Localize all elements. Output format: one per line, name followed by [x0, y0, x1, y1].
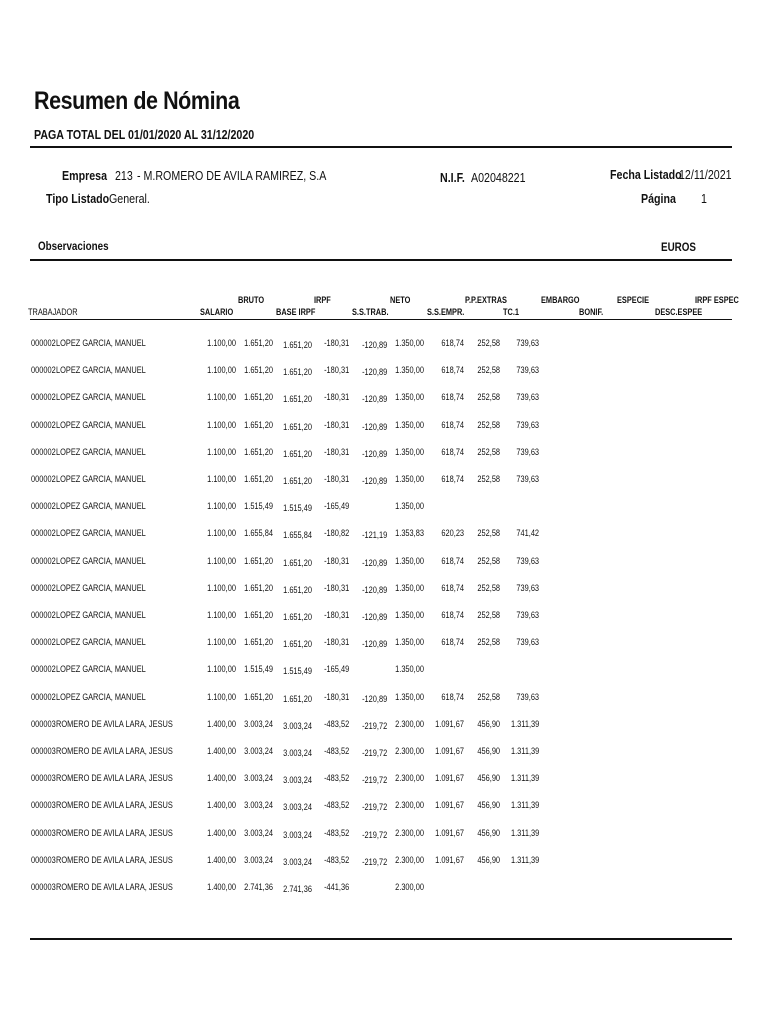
amount-cell: -120,89: [361, 340, 387, 351]
amount-cell: 1.400,00: [207, 855, 236, 866]
amount-cell: -180,31: [323, 610, 349, 621]
amount-cell: 1.311,39: [510, 719, 539, 730]
employee-name: LOPEZ GARCIA, MANUEL: [56, 365, 146, 376]
employee-code: 000003: [31, 800, 56, 811]
amount-cell: 1.100,00: [207, 501, 236, 512]
amount-cell: 2.741,36: [283, 884, 312, 895]
amount-cell: 1.651,20: [283, 694, 312, 705]
table-row: [0, 583, 768, 597]
amount-cell: 1.651,20: [244, 583, 273, 594]
amount-cell: 1.651,20: [244, 637, 273, 648]
amount-cell: -120,89: [361, 422, 387, 433]
amount-cell: 3.003,24: [283, 748, 312, 759]
amount-cell: 1.350,00: [395, 420, 424, 431]
amount-cell: 1.350,00: [395, 556, 424, 567]
amount-cell: 1.400,00: [207, 828, 236, 839]
amount-cell: 1.400,00: [207, 719, 236, 730]
amount-cell: 739,63: [516, 610, 539, 621]
amount-cell: 1.091,67: [435, 828, 464, 839]
employee-code: 000002: [31, 447, 56, 458]
amount-cell: 1.350,00: [395, 365, 424, 376]
amount-cell: -180,31: [323, 447, 349, 458]
amount-cell: 1.091,67: [435, 855, 464, 866]
employee-code: 000003: [31, 773, 56, 784]
col-desc-especie: DESC.ESPEE: [655, 307, 703, 317]
amount-cell: 2.300,00: [395, 773, 424, 784]
table-row: [0, 773, 768, 787]
amount-cell: -180,31: [323, 420, 349, 431]
amount-cell: 618,74: [441, 637, 464, 648]
amount-cell: 1.100,00: [207, 528, 236, 539]
amount-cell: 3.003,24: [244, 828, 273, 839]
employee-name: LOPEZ GARCIA, MANUEL: [56, 610, 146, 621]
amount-cell: -180,31: [323, 637, 349, 648]
amount-cell: 1.651,20: [283, 422, 312, 433]
amount-cell: 618,74: [441, 556, 464, 567]
empresa-label: Empresa: [62, 168, 108, 183]
amount-cell: -219,72: [361, 721, 387, 732]
amount-cell: 618,74: [441, 610, 464, 621]
amount-cell: 739,63: [516, 420, 539, 431]
employee-code: 000003: [31, 882, 56, 893]
col-tc1: TC.1: [503, 307, 520, 317]
amount-cell: 2.300,00: [395, 719, 424, 730]
amount-cell: 456,90: [477, 800, 500, 811]
col-ss-empr: S.S.EMPR.: [427, 307, 465, 317]
amount-cell: 1.311,39: [510, 855, 539, 866]
amount-cell: 2.300,00: [395, 746, 424, 757]
amount-cell: 1.651,20: [244, 338, 273, 349]
employee-name: LOPEZ GARCIA, MANUEL: [56, 692, 146, 703]
amount-cell: -180,31: [323, 583, 349, 594]
col-irpf-espec: IRPF ESPEC: [695, 295, 739, 305]
table-row: [0, 365, 768, 379]
amount-cell: 1.651,20: [244, 692, 273, 703]
employee-name: LOPEZ GARCIA, MANUEL: [56, 392, 146, 403]
employee-code: 000002: [31, 528, 56, 539]
currency-label: EUROS: [661, 240, 697, 254]
amount-cell: 1.400,00: [207, 773, 236, 784]
amount-cell: 1.311,39: [510, 746, 539, 757]
amount-cell: 1.515,49: [283, 666, 312, 677]
employee-name: ROMERO DE AVILA LARA, JESUS: [56, 719, 173, 730]
amount-cell: 1.655,84: [244, 528, 273, 539]
employee-name: ROMERO DE AVILA LARA, JESUS: [56, 828, 173, 839]
col-bruto: BRUTO: [238, 295, 265, 305]
amount-cell: 1.350,00: [395, 664, 424, 675]
amount-cell: 252,58: [477, 447, 500, 458]
amount-cell: -180,31: [323, 392, 349, 403]
employee-code: 000003: [31, 746, 56, 757]
amount-cell: 739,63: [516, 637, 539, 648]
employee-code: 000002: [31, 338, 56, 349]
amount-cell: 1.311,39: [510, 828, 539, 839]
col-embargo: EMBARGO: [541, 295, 580, 305]
amount-cell: 618,74: [441, 365, 464, 376]
amount-cell: 1.350,00: [395, 692, 424, 703]
employee-name: LOPEZ GARCIA, MANUEL: [56, 637, 146, 648]
col-pp-extras: P.P.EXTRAS: [465, 295, 507, 305]
amount-cell: 1.651,20: [244, 392, 273, 403]
amount-cell: -219,72: [361, 775, 387, 786]
amount-cell: 2.300,00: [395, 882, 424, 893]
amount-cell: 1.311,39: [510, 773, 539, 784]
amount-cell: 1.651,20: [283, 558, 312, 569]
employee-code: 000002: [31, 501, 56, 512]
observaciones-label: Observaciones: [38, 239, 109, 253]
amount-cell: -180,82: [323, 528, 349, 539]
employee-name: LOPEZ GARCIA, MANUEL: [56, 474, 146, 485]
col-bonif: BONIF.: [579, 307, 604, 317]
amount-cell: 1.651,20: [244, 420, 273, 431]
table-row: [0, 828, 768, 842]
page-title: Resumen de Nómina: [34, 87, 240, 115]
table-row: [0, 528, 768, 542]
amount-cell: 1.100,00: [207, 447, 236, 458]
col-ss-trab: S.S.TRAB.: [352, 307, 389, 317]
amount-cell: -120,89: [361, 585, 387, 596]
amount-cell: 1.651,20: [283, 639, 312, 650]
amount-cell: 618,74: [441, 392, 464, 403]
amount-cell: 1.350,00: [395, 583, 424, 594]
amount-cell: 618,74: [441, 583, 464, 594]
employee-code: 000002: [31, 610, 56, 621]
employee-name: LOPEZ GARCIA, MANUEL: [56, 338, 146, 349]
amount-cell: 1.655,84: [283, 530, 312, 541]
amount-cell: -180,31: [323, 474, 349, 485]
amount-cell: 3.003,24: [283, 802, 312, 813]
amount-cell: -483,52: [323, 828, 349, 839]
amount-cell: -120,89: [361, 367, 387, 378]
amount-cell: 1.651,20: [283, 585, 312, 596]
amount-cell: 3.003,24: [244, 800, 273, 811]
amount-cell: 1.100,00: [207, 610, 236, 621]
amount-cell: 1.091,67: [435, 719, 464, 730]
amount-cell: 456,90: [477, 773, 500, 784]
table-row: [0, 855, 768, 869]
table-row: [0, 556, 768, 570]
amount-cell: 1.350,00: [395, 610, 424, 621]
amount-cell: 739,63: [516, 365, 539, 376]
amount-cell: 1.350,00: [395, 392, 424, 403]
amount-cell: -120,89: [361, 639, 387, 650]
amount-cell: 3.003,24: [244, 719, 273, 730]
empresa-name: - M.ROMERO DE AVILA RAMIREZ, S.A: [137, 168, 327, 183]
amount-cell: -219,72: [361, 857, 387, 868]
col-especie: ESPECIE: [617, 295, 649, 305]
amount-cell: -165,49: [323, 501, 349, 512]
amount-cell: 252,58: [477, 528, 500, 539]
amount-cell: 1.651,20: [244, 610, 273, 621]
amount-cell: 620,23: [441, 528, 464, 539]
employee-code: 000003: [31, 719, 56, 730]
amount-cell: 456,90: [477, 828, 500, 839]
amount-cell: 252,58: [477, 474, 500, 485]
amount-cell: 739,63: [516, 583, 539, 594]
amount-cell: 1.651,20: [244, 474, 273, 485]
table-row: [0, 637, 768, 651]
employee-code: 000002: [31, 664, 56, 675]
amount-cell: 1.100,00: [207, 637, 236, 648]
amount-cell: 252,58: [477, 610, 500, 621]
amount-cell: 1.400,00: [207, 746, 236, 757]
amount-cell: -121,19: [361, 530, 387, 541]
amount-cell: 1.100,00: [207, 365, 236, 376]
employee-name: ROMERO DE AVILA LARA, JESUS: [56, 800, 173, 811]
amount-cell: 3.003,24: [244, 746, 273, 757]
amount-cell: 1.651,20: [244, 556, 273, 567]
amount-cell: 1.350,00: [395, 637, 424, 648]
amount-cell: -219,72: [361, 830, 387, 841]
table-row: [0, 882, 768, 896]
employee-code: 000002: [31, 556, 56, 567]
employee-code: 000002: [31, 365, 56, 376]
amount-cell: 3.003,24: [283, 775, 312, 786]
amount-cell: 2.300,00: [395, 855, 424, 866]
col-irpf: IRPF: [314, 295, 331, 305]
table-row: [0, 692, 768, 706]
nif-label: N.I.F.: [440, 170, 465, 185]
amount-cell: 2.300,00: [395, 800, 424, 811]
amount-cell: 618,74: [441, 447, 464, 458]
amount-cell: 3.003,24: [283, 830, 312, 841]
amount-cell: 252,58: [477, 392, 500, 403]
amount-cell: -120,89: [361, 694, 387, 705]
amount-cell: 2.300,00: [395, 828, 424, 839]
amount-cell: 252,58: [477, 338, 500, 349]
amount-cell: 252,58: [477, 637, 500, 648]
amount-cell: 1.100,00: [207, 420, 236, 431]
employee-name: LOPEZ GARCIA, MANUEL: [56, 501, 146, 512]
amount-cell: 1.100,00: [207, 338, 236, 349]
amount-cell: 739,63: [516, 692, 539, 703]
amount-cell: 1.311,39: [510, 800, 539, 811]
table-row: [0, 746, 768, 760]
amount-cell: -219,72: [361, 748, 387, 759]
amount-cell: 1.651,20: [283, 394, 312, 405]
amount-cell: -120,89: [361, 558, 387, 569]
col-salario: SALARIO: [200, 307, 234, 317]
fecha-listado-label: Fecha Listado: [610, 167, 682, 182]
pagina-label: Página: [641, 191, 676, 206]
amount-cell: 618,74: [441, 474, 464, 485]
employee-code: 000002: [31, 637, 56, 648]
nif-value: A02048221: [471, 170, 526, 185]
empresa-code: 213: [115, 168, 133, 183]
amount-cell: -483,52: [323, 800, 349, 811]
col-base-irpf: BASE IRPF: [276, 307, 316, 317]
amount-cell: -219,72: [361, 802, 387, 813]
amount-cell: 1.091,67: [435, 800, 464, 811]
table-row: [0, 447, 768, 461]
amount-cell: 618,74: [441, 338, 464, 349]
employee-code: 000002: [31, 583, 56, 594]
table-row: [0, 338, 768, 352]
amount-cell: 456,90: [477, 719, 500, 730]
table-row: [0, 420, 768, 434]
pagina-value: 1: [701, 191, 707, 206]
amount-cell: 1.350,00: [395, 447, 424, 458]
amount-cell: 1.651,20: [283, 612, 312, 623]
amount-cell: 252,58: [477, 365, 500, 376]
amount-cell: 1.400,00: [207, 800, 236, 811]
employee-name: ROMERO DE AVILA LARA, JESUS: [56, 773, 173, 784]
footer-divider: [30, 938, 732, 940]
amount-cell: 3.003,24: [283, 857, 312, 868]
amount-cell: 252,58: [477, 420, 500, 431]
tipo-listado-value: General.: [109, 191, 150, 206]
amount-cell: -180,31: [323, 556, 349, 567]
amount-cell: 3.003,24: [283, 721, 312, 732]
amount-cell: 739,63: [516, 474, 539, 485]
amount-cell: 1.515,49: [244, 664, 273, 675]
amount-cell: 252,58: [477, 692, 500, 703]
table-row: [0, 392, 768, 406]
col-trabajador: TRABAJADOR: [28, 307, 78, 317]
amount-cell: 1.091,67: [435, 773, 464, 784]
amount-cell: -120,89: [361, 612, 387, 623]
period-subtitle: PAGA TOTAL DEL 01/01/2020 AL 31/12/2020: [34, 127, 255, 142]
amount-cell: 2.741,36: [244, 882, 273, 893]
employee-code: 000003: [31, 855, 56, 866]
amount-cell: 3.003,24: [244, 855, 273, 866]
employee-name: ROMERO DE AVILA LARA, JESUS: [56, 746, 173, 757]
table-row: [0, 474, 768, 488]
employee-code: 000002: [31, 692, 56, 703]
employee-code: 000002: [31, 392, 56, 403]
fecha-listado-value: 12/11/2021: [679, 167, 732, 182]
table-row: [0, 800, 768, 814]
table-row: [0, 664, 768, 678]
amount-cell: 739,63: [516, 447, 539, 458]
amount-cell: -483,52: [323, 719, 349, 730]
amount-cell: 1.091,67: [435, 746, 464, 757]
amount-cell: 1.651,20: [283, 367, 312, 378]
amount-cell: 618,74: [441, 420, 464, 431]
employee-name: LOPEZ GARCIA, MANUEL: [56, 447, 146, 458]
amount-cell: -483,52: [323, 746, 349, 757]
amount-cell: 1.100,00: [207, 664, 236, 675]
amount-cell: -120,89: [361, 476, 387, 487]
amount-cell: 1.651,20: [244, 447, 273, 458]
employee-name: LOPEZ GARCIA, MANUEL: [56, 556, 146, 567]
amount-cell: 739,63: [516, 392, 539, 403]
amount-cell: 1.350,00: [395, 338, 424, 349]
tipo-listado-label: Tipo Listado: [46, 191, 110, 206]
amount-cell: 1.100,00: [207, 474, 236, 485]
amount-cell: 1.651,20: [283, 340, 312, 351]
employee-name: ROMERO DE AVILA LARA, JESUS: [56, 855, 173, 866]
amount-cell: 1.515,49: [244, 501, 273, 512]
amount-cell: -120,89: [361, 394, 387, 405]
employee-code: 000002: [31, 420, 56, 431]
amount-cell: 1.350,00: [395, 501, 424, 512]
amount-cell: 1.100,00: [207, 583, 236, 594]
employee-name: LOPEZ GARCIA, MANUEL: [56, 420, 146, 431]
col-neto: NETO: [390, 295, 411, 305]
amount-cell: -441,36: [323, 882, 349, 893]
employee-name: LOPEZ GARCIA, MANUEL: [56, 583, 146, 594]
amount-cell: 1.651,20: [283, 476, 312, 487]
amount-cell: 739,63: [516, 338, 539, 349]
amount-cell: 1.400,00: [207, 882, 236, 893]
amount-cell: 1.100,00: [207, 392, 236, 403]
amount-cell: -180,31: [323, 338, 349, 349]
amount-cell: 741,42: [516, 528, 539, 539]
employee-code: 000003: [31, 828, 56, 839]
amount-cell: 252,58: [477, 556, 500, 567]
amount-cell: -180,31: [323, 365, 349, 376]
employee-name: LOPEZ GARCIA, MANUEL: [56, 528, 146, 539]
table-row: [0, 610, 768, 624]
amount-cell: 739,63: [516, 556, 539, 567]
table-row: [0, 719, 768, 733]
amount-cell: 1.100,00: [207, 556, 236, 567]
amount-cell: -120,89: [361, 449, 387, 460]
amount-cell: 1.350,00: [395, 474, 424, 485]
amount-cell: 1.651,20: [244, 365, 273, 376]
amount-cell: 456,90: [477, 855, 500, 866]
amount-cell: 1.515,49: [283, 503, 312, 514]
amount-cell: -483,52: [323, 773, 349, 784]
amount-cell: 252,58: [477, 583, 500, 594]
amount-cell: 1.100,00: [207, 692, 236, 703]
amount-cell: 1.651,20: [283, 449, 312, 460]
amount-cell: 3.003,24: [244, 773, 273, 784]
employee-name: LOPEZ GARCIA, MANUEL: [56, 664, 146, 675]
amount-cell: 456,90: [477, 746, 500, 757]
employee-code: 000002: [31, 474, 56, 485]
amount-cell: 618,74: [441, 692, 464, 703]
employee-name: ROMERO DE AVILA LARA, JESUS: [56, 882, 173, 893]
table-row: [0, 501, 768, 515]
amount-cell: -165,49: [323, 664, 349, 675]
amount-cell: -483,52: [323, 855, 349, 866]
amount-cell: 1.353,83: [395, 528, 424, 539]
amount-cell: -180,31: [323, 692, 349, 703]
